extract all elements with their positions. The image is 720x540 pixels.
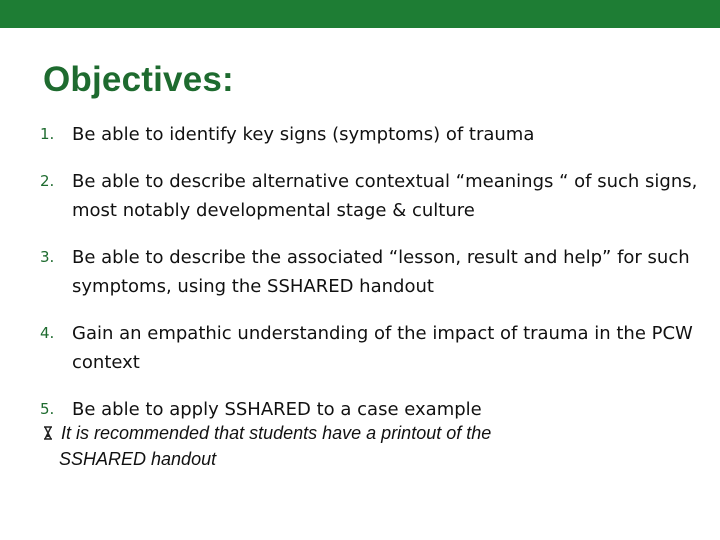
objective-item (40, 120, 700, 149)
objective-text: Gain an empathic understanding of the impact of trauma in the PCW context (72, 323, 693, 373)
objective-text: Be able to apply SSHARED to a case example (72, 399, 482, 420)
objective-text: Be able to identify key signs (symptoms) of trauma (72, 124, 535, 145)
handout-note (43, 420, 683, 472)
slide-title: Objectives: (43, 60, 234, 99)
top-accent-bar (0, 0, 720, 28)
objective-text: Be able to describe alternative contextual “meanings “ of such signs, most notably developmental stage & culture (72, 171, 698, 221)
objective-number: 5. (40, 400, 55, 418)
objective-text: Be able to describe the associated “lesson, result and help” for such symptoms, using the SSHARED handout (72, 247, 690, 297)
note-text-line1: It is recommended that students have a printout of the (61, 423, 492, 443)
objective-number: 4. (40, 324, 55, 342)
objective-number: 3. (40, 248, 55, 266)
objectives-list (40, 120, 700, 442)
note-text-line2: SSHARED handout (59, 449, 217, 469)
hourglass-icon (43, 426, 53, 440)
objective-item (40, 243, 700, 301)
objective-number: 2. (40, 172, 55, 190)
objective-item (40, 319, 700, 377)
objective-item (40, 167, 700, 225)
objective-number: 1. (40, 125, 55, 143)
